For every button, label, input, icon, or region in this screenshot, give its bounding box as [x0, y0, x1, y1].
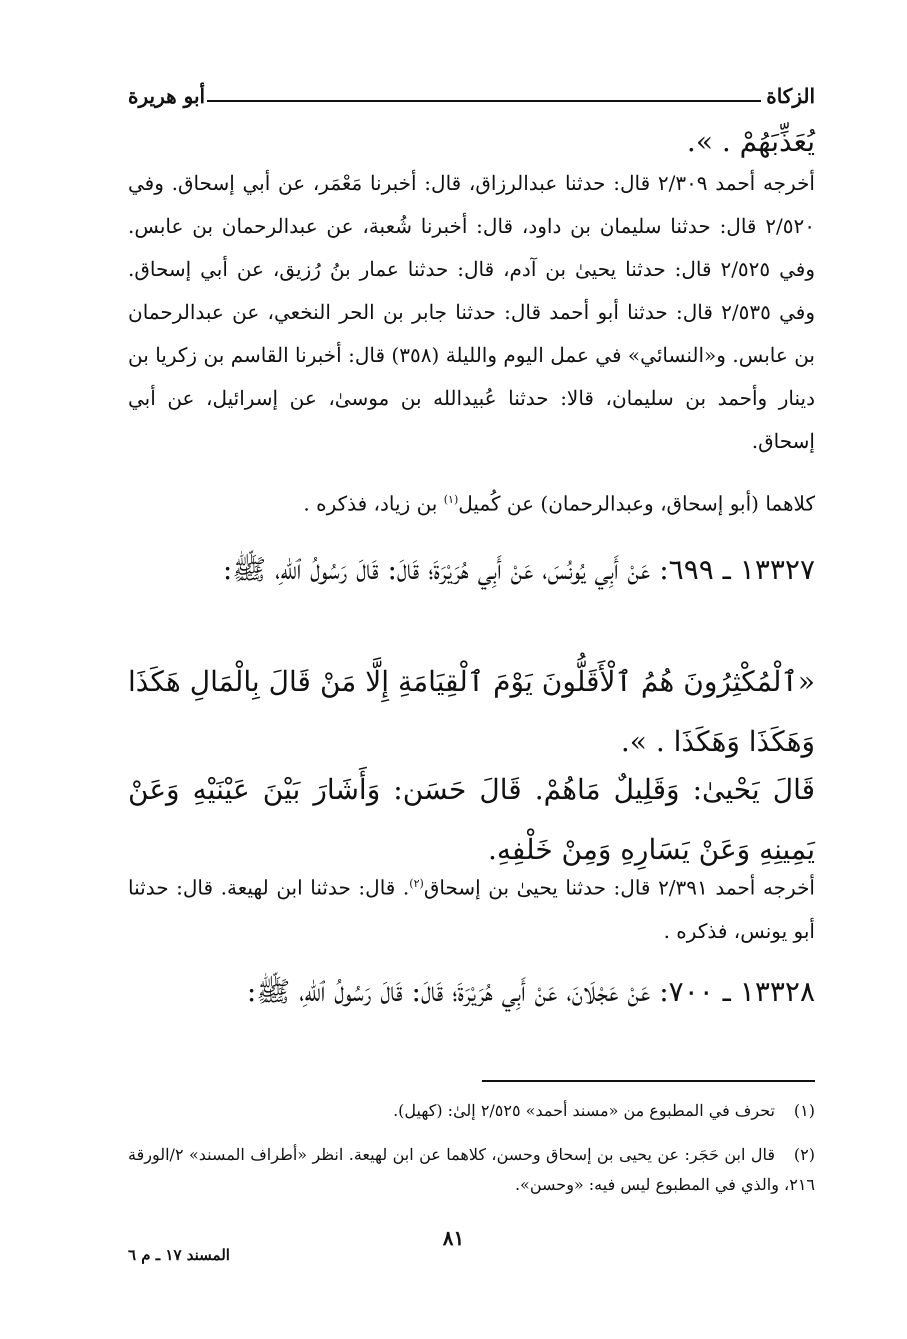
takhrij-13327 [128, 862, 815, 953]
takhrij-summary-start: كلاهما (أبو إسحاق، وعبدالرحمان) عن كُميل [458, 491, 815, 516]
hadith-13327-comment: قَالَ يَحْيىٰ: وَقَلِيلٌ مَاهُمْ. قَالَ حَسَن: وَأَشَارَ بَيْنَ عَيْنَيْهِ وَعَنْ يَمِينِهِ وَعَنْ يَسَارِهِ وَمِنْ خَلْفِهِ. [128, 773, 815, 866]
footnote-mark-1: (١) [443, 493, 459, 506]
footnote-2 [128, 1140, 815, 1200]
takhrij-13327-start: أخرجه أحمد ٢/٣٩١ قال: حدثنا يحيىٰ بن إسحاق [423, 875, 815, 900]
footnote-mark-2: (٢) [409, 877, 424, 890]
footnote-text: قال ابن حَجَر: عن يحيى بن إسحاق وحسن، كلاهما عن ابن لهيعة. انظر «أطراف المسند» ٢/الورقة ٢١٦، والذي في المطبوع ليس فيه: «وحسن». [128, 1145, 815, 1194]
hadith-13327-text: «ٱلْمُكْثِرُونَ هُمُ ٱلْأَقَلُّونَ يَوْمَ ٱلْقِيَامَةِ إِلَّا مَنْ قَالَ بِالْمَالِ هَكَذَا وَهَكَذَا وَهَكَذَا . ». [128, 665, 815, 758]
header-rule [207, 100, 761, 102]
takhrij-13327-end: . قال: حدثنا ابن لهيعة. قال: حدثنا أبو يونس، فذكره . [128, 875, 815, 943]
running-header-name: أبو هريرة [128, 84, 206, 108]
hadith-13327-heading: ١٣٣٢٧ ـ ٦٩٩: عَنْ أَبِي يُونُسَ، عَنْ أَبِي هُرَيْرَةَ؛ قَالَ: قَالَ رَسُولُ ٱللهِ، ﷺ: [222, 553, 815, 586]
running-header-title: الزكاة [766, 84, 815, 108]
takhrij-summary [128, 478, 815, 526]
footnote-text: تحرف في المطبوع من «مسند أحمد» ٢/٥٢٥ إلىٰ: (كهيل). [393, 1101, 775, 1120]
signature-mark: المسند ١٧ ـ م ٦ [128, 1246, 230, 1264]
page-number: ٨١ [442, 1226, 465, 1250]
footnote-number: (٢) [793, 1145, 815, 1164]
footnote-1 [128, 1096, 815, 1126]
takhrij-summary-end: بن زياد، فذكره . [303, 491, 438, 516]
takhrij-paragraph: أخرجه أحمد ٢/٣٠٩ قال: حدثنا عبدالرزاق، قال: أخبرنا مَعْمَر، عن أبي إسحاق. وفي ٢/٥٢٠ قال: حدثنا سليمان بن داود، قال: أخبرنا شُعبة، عن عبدالرحمان بن عابس. وفي ٢/٥٢٥ قال: حدثنا يحيىٰ بن آدم، قال: حدثنا عمار بنُ رُزيق، عن أبي إسحاق. وفي ٢/٥٣٥ قال: حدثنا أبو أحمد قال: حدثنا جابر بن الحر النخعي، عن عبدالرحمان بن عابس. و«النسائي» في عمل اليوم والليلة (٣٥٨) قال: أخبرنا القاسم بن زكريا بن دينار وأحمد بن سليمان، قالا: حدثنا عُبيدالله بن موسىٰ، عن إسرائيل، عن أبي إسحاق. [128, 171, 815, 453]
hadith-ending: يُعَذِّبَهُمْ . ». [686, 125, 815, 158]
hadith-13328-heading: ١٣٣٢٨ ـ ٧٠٠: عَنْ عَجْلَانَ، عَنْ أَبِي هُرَيْرَةَ؛ قَالَ: قَالَ رَسُولُ ٱللهِ، ﷺ: [246, 975, 815, 1008]
footnote-separator [482, 1080, 815, 1082]
footnote-number: (١) [793, 1101, 815, 1120]
